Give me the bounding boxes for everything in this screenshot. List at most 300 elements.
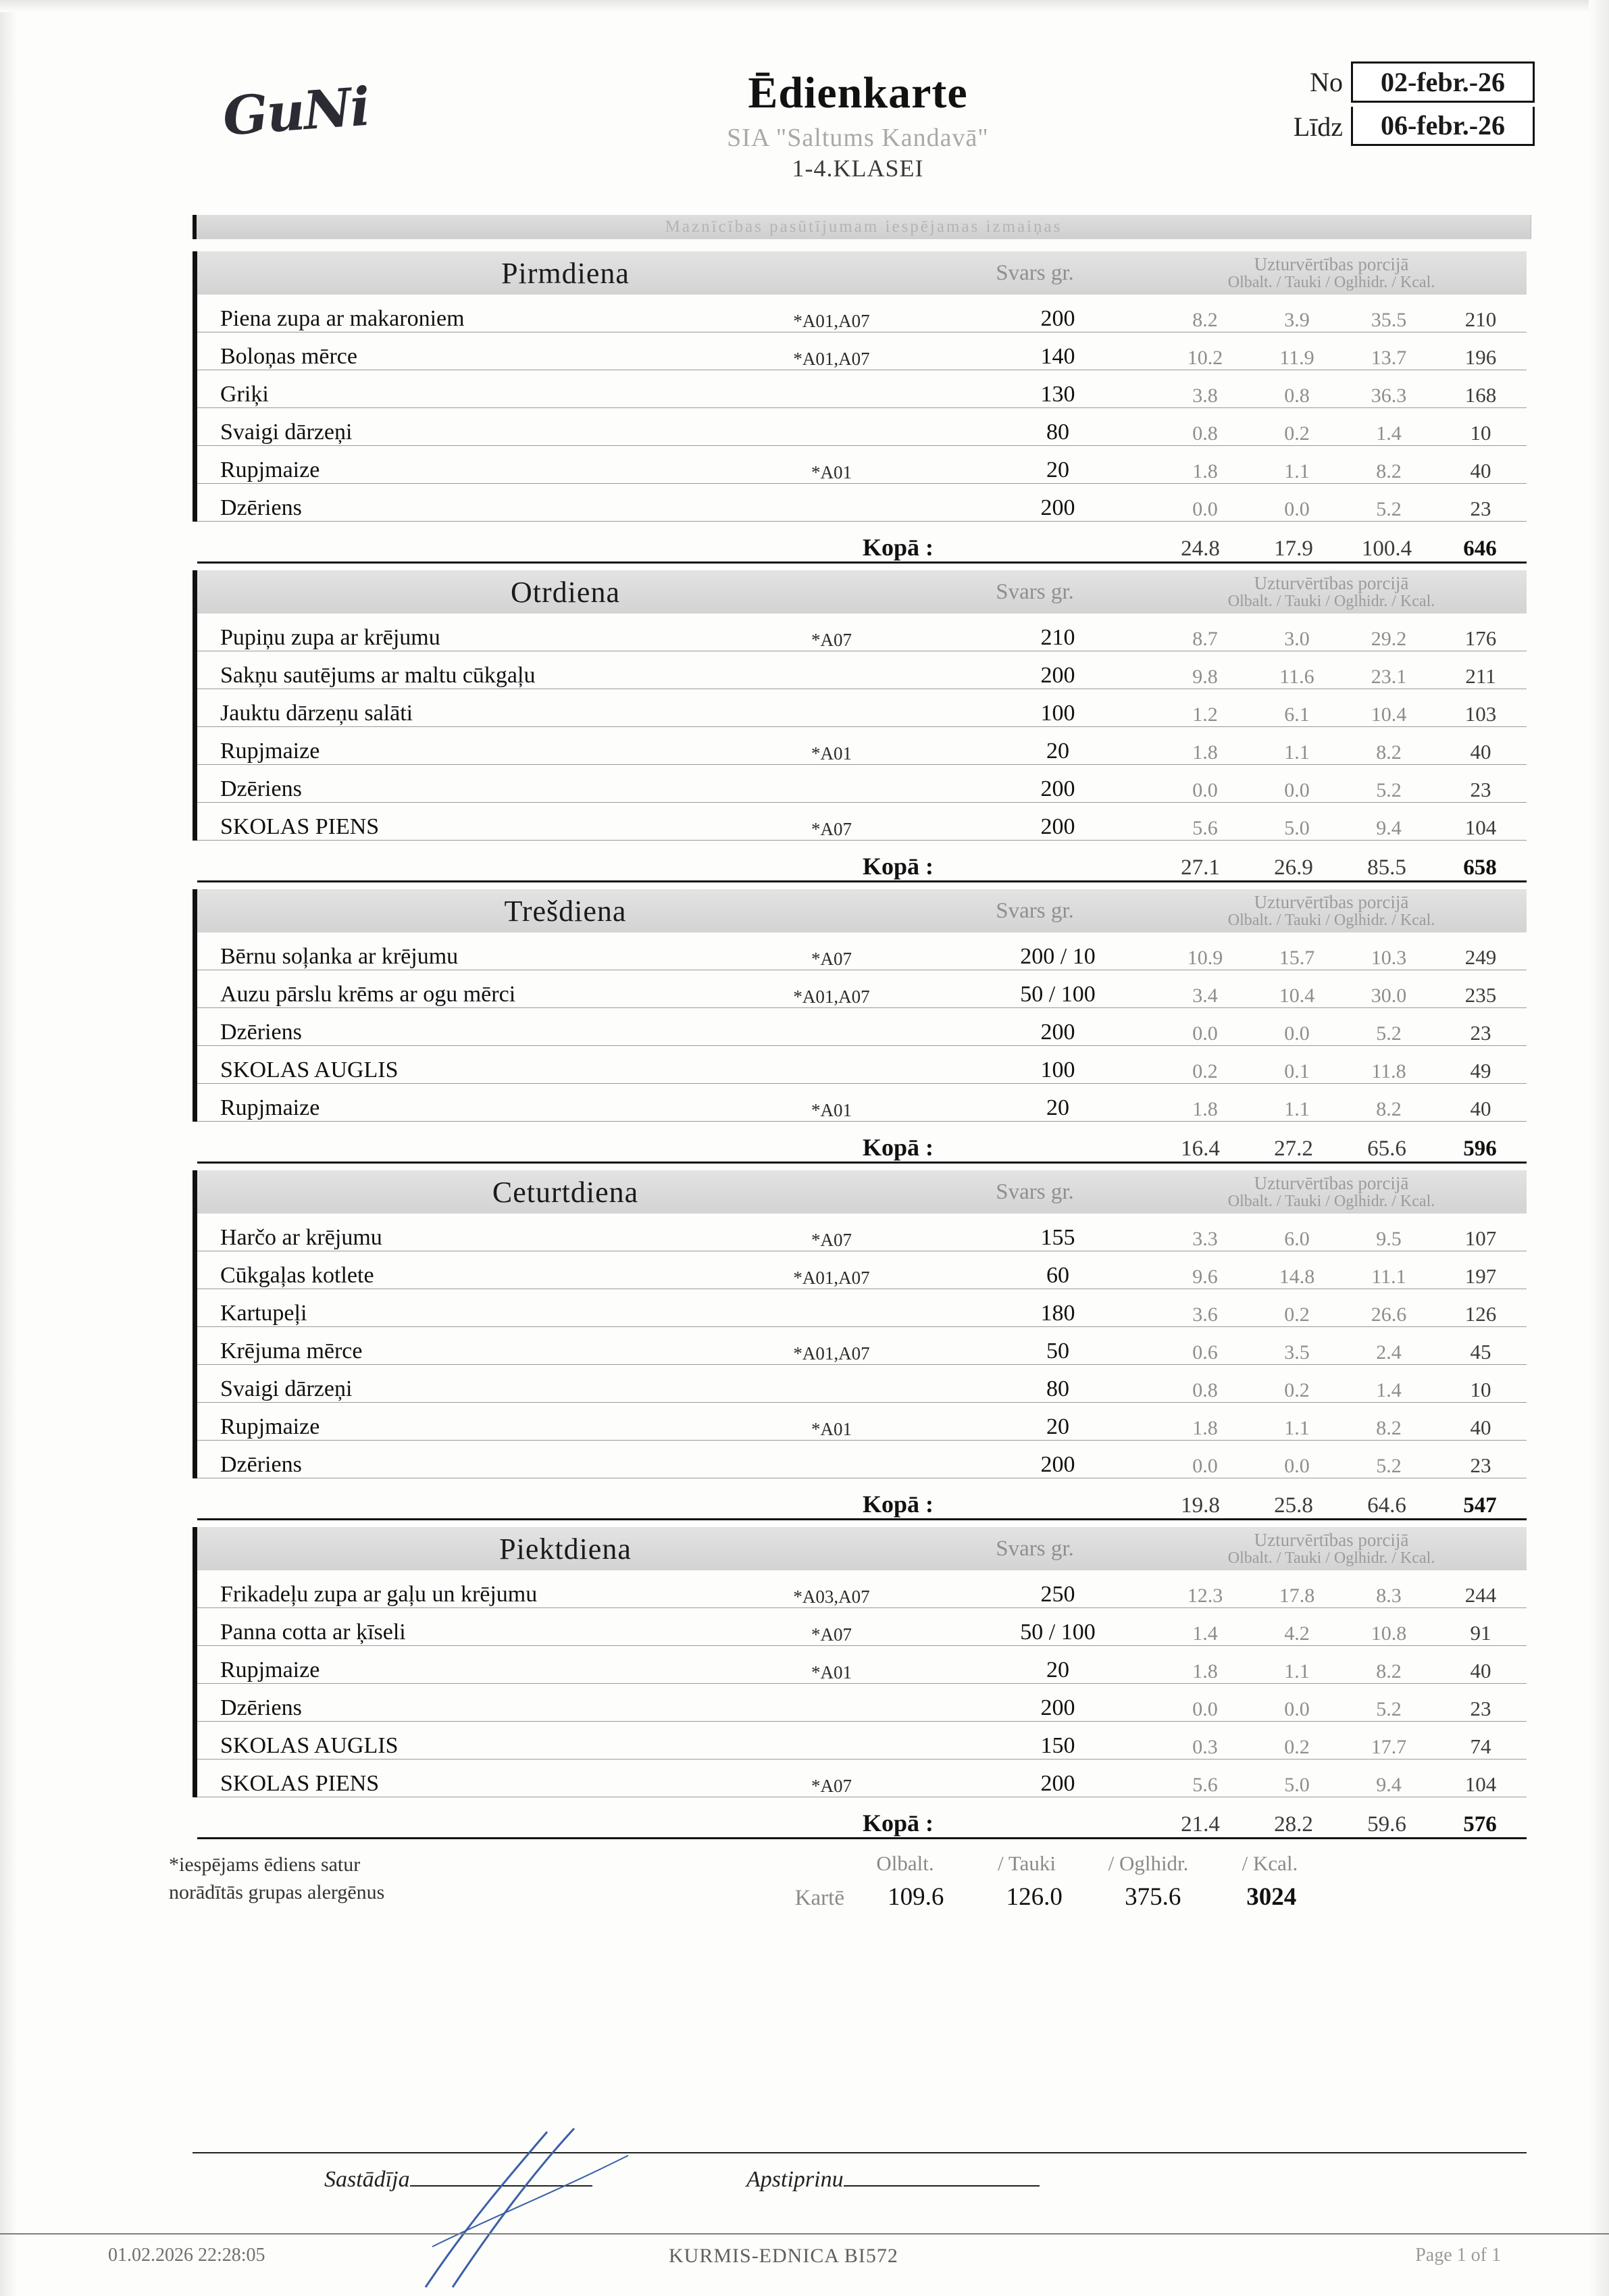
table-row: [197, 1608, 1527, 1646]
allergen-code: *A01,A07: [793, 349, 870, 369]
day-name: Trešdiena: [504, 894, 627, 928]
day-name: Otrdiena: [511, 575, 620, 609]
table-row: [197, 651, 1527, 689]
table-row: [197, 1684, 1527, 1722]
day-total-kcal: 576: [1433, 1812, 1527, 1839]
table-row: [197, 765, 1527, 803]
carb-value: 2.4: [1376, 1341, 1402, 1364]
protein-value: 0.0: [1192, 779, 1218, 801]
dish-name: SKOLAS AUGLIS: [220, 1733, 399, 1758]
nutrition-sub: Olbalt. / Tauki / Oglhidr. / Kcal.: [1227, 911, 1435, 929]
scan-edge-right: [1589, 0, 1609, 2296]
protein-value: 0.6: [1192, 1341, 1218, 1364]
day-header: [193, 1170, 1527, 1214]
fat-value: 0.2: [1284, 1736, 1310, 1758]
kcal-value: 40: [1470, 1416, 1491, 1439]
dish-name: Griķi: [220, 382, 269, 407]
table-row: [197, 1441, 1527, 1478]
protein-value: 0.0: [1192, 1022, 1218, 1045]
portion-weight: 200: [1040, 776, 1075, 801]
signature-approved-label: Apstiprinu: [746, 2167, 844, 2192]
carb-value: 9.4: [1376, 817, 1402, 839]
day-total-carb: 59.6: [1340, 1812, 1433, 1839]
table-row: [197, 1084, 1527, 1122]
day-total-kcal: 547: [1433, 1493, 1527, 1520]
fat-value: 11.6: [1279, 666, 1314, 688]
day-name: Piektdiena: [499, 1532, 632, 1566]
totals-tauki: 126.0: [1006, 1883, 1063, 1911]
carb-value: 8.2: [1376, 1660, 1402, 1682]
portion-weight: 250: [1040, 1582, 1075, 1607]
week-totals-row: [736, 1882, 1331, 1912]
kcal-value: 176: [1464, 626, 1497, 650]
carb-value: 5.2: [1376, 1022, 1402, 1045]
day-total-row: [193, 841, 1527, 882]
day-group: [193, 1170, 1527, 1520]
title-block: [648, 68, 1067, 182]
portion-weight: 100: [1040, 1057, 1075, 1082]
totals-head-tauki: / Tauki: [998, 1851, 1056, 1875]
dish-name: Rupjmaize: [220, 739, 320, 764]
carb-value: 10.4: [1371, 703, 1407, 726]
table-row: [197, 446, 1527, 484]
kcal-value: 126: [1464, 1302, 1497, 1326]
kcal-value: 244: [1464, 1583, 1497, 1607]
portion-weight: 80: [1046, 1376, 1069, 1401]
dish-name: Rupjmaize: [220, 1657, 320, 1682]
table-row: [197, 1403, 1527, 1441]
day-group: [193, 570, 1527, 882]
fat-value: 0.2: [1284, 1379, 1310, 1401]
kcal-value: 211: [1465, 664, 1496, 688]
day-total-protein: 21.4: [1154, 1812, 1247, 1839]
table-row: [197, 1570, 1527, 1608]
day-rows: [193, 295, 1527, 522]
dish-name: Kartupeļi: [220, 1301, 307, 1326]
fat-value: 0.1: [1284, 1060, 1310, 1082]
protein-value: 0.0: [1192, 1455, 1218, 1477]
nutrition-sub: Olbalt. / Tauki / Oglhidr. / Kcal.: [1227, 273, 1435, 291]
nutrition-title: Uzturvērtības porcijā: [1254, 1530, 1409, 1551]
column-header-weight: Svars gr.: [996, 1179, 1074, 1204]
allergen-code: *A03,A07: [793, 1587, 870, 1607]
day-group: [193, 251, 1527, 564]
day-rows: [193, 614, 1527, 841]
allergen-note: [169, 1851, 384, 1906]
fat-value: 5.0: [1284, 1774, 1310, 1796]
day-total-weight-spacer: [951, 561, 1154, 564]
portion-weight: 200 / 10: [1020, 944, 1096, 969]
fat-value: 0.8: [1284, 384, 1310, 407]
table-row: [197, 332, 1527, 370]
column-header-nutrition: [1136, 1174, 1527, 1210]
dish-name: Boloņas mērce: [220, 344, 357, 369]
protein-value: 1.2: [1192, 703, 1218, 726]
table-row: [197, 484, 1527, 522]
kcal-value: 74: [1470, 1735, 1491, 1758]
portion-weight: 20: [1046, 457, 1069, 482]
kcal-value: 235: [1464, 983, 1497, 1007]
dish-name: Dzēriens: [220, 495, 302, 520]
protein-value: 3.8: [1192, 384, 1218, 407]
allergen-code: *A07: [811, 1624, 852, 1645]
fat-value: 5.0: [1284, 817, 1310, 839]
allergen-note-line1: *iespējams ēdiens satur: [169, 1853, 361, 1876]
dish-name: Krējuma mērce: [220, 1339, 363, 1364]
dish-name: Dzēriens: [220, 1452, 302, 1477]
table-row: [197, 1289, 1527, 1327]
dish-name: Auzu pārslu krēms ar ogu mērci: [220, 982, 516, 1007]
allergen-code: *A01: [811, 462, 852, 482]
portion-weight: 200: [1040, 1695, 1075, 1720]
company-subtitle: SIA "Saltums Kandavā": [727, 124, 989, 152]
protein-value: 8.2: [1192, 309, 1218, 331]
protein-value: 1.8: [1192, 1098, 1218, 1120]
fat-value: 0.2: [1284, 1303, 1310, 1326]
kcal-value: 196: [1464, 345, 1497, 369]
day-group: [193, 1527, 1527, 1839]
carb-value: 17.7: [1371, 1736, 1407, 1758]
day-total-carb: 65.6: [1340, 1137, 1433, 1164]
week-totals-head: [736, 1851, 1331, 1876]
totals-head-kcal: / Kcal.: [1242, 1851, 1298, 1875]
kcal-value: 104: [1464, 1772, 1497, 1796]
table-row: [197, 689, 1527, 727]
day-total-protein: 16.4: [1154, 1137, 1247, 1164]
day-name: Ceturtdiena: [492, 1175, 639, 1209]
kcal-value: 23: [1470, 497, 1491, 520]
scan-edge-left: [0, 0, 18, 2296]
table-row: [197, 614, 1527, 651]
kcal-value: 40: [1470, 1659, 1491, 1682]
kcal-value: 197: [1464, 1264, 1497, 1288]
allergen-code: *A07: [811, 1230, 852, 1250]
table-row: [197, 727, 1527, 765]
date-from-row: [1244, 59, 1535, 104]
table-row: [197, 1365, 1527, 1403]
portion-weight: 200: [1040, 306, 1075, 331]
day-total-label: Kopā :: [197, 1133, 951, 1164]
carb-value: 1.4: [1376, 422, 1402, 445]
protein-value: 3.3: [1192, 1228, 1218, 1250]
day-total-row: [193, 522, 1527, 564]
menu-table: [193, 251, 1527, 1846]
protein-value: 1.8: [1192, 741, 1218, 764]
dish-name: Piena zupa ar makaroniem: [220, 306, 465, 331]
fat-value: 14.8: [1279, 1266, 1315, 1288]
carb-value: 10.3: [1371, 947, 1407, 969]
day-total-fat: 25.8: [1247, 1493, 1340, 1520]
kcal-value: 40: [1470, 740, 1491, 764]
portion-weight: 50: [1046, 1339, 1069, 1364]
fat-value: 0.0: [1284, 1022, 1310, 1045]
day-total-weight-spacer: [951, 1837, 1154, 1839]
protein-value: 9.6: [1192, 1266, 1218, 1288]
protein-value: 5.6: [1192, 1774, 1218, 1796]
day-total-kcal: 596: [1433, 1137, 1527, 1164]
portion-weight: 200: [1040, 1452, 1075, 1477]
kcal-value: 210: [1464, 307, 1497, 331]
dish-name: SKOLAS PIENS: [220, 1771, 380, 1796]
fat-value: 1.1: [1284, 1660, 1310, 1682]
fat-value: 6.1: [1284, 703, 1310, 726]
week-totals: [736, 1851, 1331, 1912]
fat-value: 15.7: [1279, 947, 1315, 969]
portion-weight: 50 / 100: [1020, 982, 1096, 1007]
dish-name: Pupiņu zupa ar krējumu: [220, 625, 440, 650]
carb-value: 30.0: [1371, 984, 1407, 1007]
table-row: [197, 803, 1527, 841]
protein-value: 3.4: [1192, 984, 1218, 1007]
portion-weight: 20: [1046, 1095, 1069, 1120]
fat-value: 0.0: [1284, 779, 1310, 801]
table-row: [197, 1046, 1527, 1084]
protein-value: 0.8: [1192, 422, 1218, 445]
protein-value: 1.8: [1192, 1660, 1218, 1682]
column-header-weight: Svars gr.: [996, 898, 1074, 923]
carb-value: 5.2: [1376, 1698, 1402, 1720]
dish-name: Dzēriens: [220, 1695, 302, 1720]
table-row: [197, 1251, 1527, 1289]
portion-weight: 200: [1040, 663, 1075, 688]
kcal-value: 91: [1470, 1621, 1491, 1645]
kcal-value: 23: [1470, 1697, 1491, 1720]
protein-value: 3.6: [1192, 1303, 1218, 1326]
table-row: [197, 295, 1527, 332]
company-logo: GuNi: [221, 76, 372, 148]
portion-weight: 80: [1046, 420, 1069, 445]
protein-value: 0.3: [1192, 1736, 1218, 1758]
portion-weight: 130: [1040, 382, 1075, 407]
day-total-carb: 100.4: [1340, 536, 1433, 564]
carb-value: 10.8: [1371, 1622, 1407, 1645]
protein-value: 1.8: [1192, 460, 1218, 482]
table-row: [197, 370, 1527, 408]
signature-prepared-label: Sastādīja: [324, 2167, 410, 2192]
column-header-nutrition: [1136, 1530, 1527, 1567]
dish-name: Rupjmaize: [220, 1095, 320, 1120]
portion-weight: 210: [1040, 625, 1075, 650]
fat-value: 10.4: [1279, 984, 1315, 1007]
page-title: Ēdienkarte: [748, 68, 968, 118]
day-header: [193, 251, 1527, 295]
protein-value: 10.2: [1187, 347, 1223, 369]
carb-value: 9.5: [1376, 1228, 1402, 1250]
nutrition-sub: Olbalt. / Tauki / Oglhidr. / Kcal.: [1227, 1192, 1435, 1210]
table-row: [197, 1646, 1527, 1684]
nutrition-sub: Olbalt. / Tauki / Oglhidr. / Kcal.: [1227, 592, 1435, 610]
day-total-label: Kopā :: [197, 1490, 951, 1520]
kcal-value: 23: [1470, 1021, 1491, 1045]
portion-weight: 20: [1046, 1414, 1069, 1439]
totals-karte-label: Kartē: [794, 1886, 844, 1910]
day-total-label: Kopā :: [197, 1809, 951, 1839]
day-total-kcal: 646: [1433, 536, 1527, 564]
column-header-weight: Svars gr.: [996, 260, 1074, 285]
portion-weight: 200: [1040, 1020, 1075, 1045]
fat-value: 3.5: [1284, 1341, 1310, 1364]
nutrition-title: Uzturvērtības porcijā: [1254, 1173, 1409, 1194]
table-row: [197, 970, 1527, 1008]
day-total-row: [193, 1122, 1527, 1164]
protein-value: 0.0: [1192, 1698, 1218, 1720]
carb-value: 23.1: [1371, 666, 1407, 688]
column-header-nutrition: [1136, 893, 1527, 929]
portion-weight: 200: [1040, 814, 1075, 839]
table-row: [197, 1722, 1527, 1760]
table-row: [197, 1327, 1527, 1365]
fat-value: 3.0: [1284, 628, 1310, 650]
date-to-row: [1244, 104, 1535, 149]
kcal-value: 45: [1470, 1340, 1491, 1364]
carb-value: 5.2: [1376, 498, 1402, 520]
carb-value: 8.2: [1376, 1417, 1402, 1439]
date-to-label: Līdz: [1293, 111, 1343, 142]
carb-value: 9.4: [1376, 1774, 1402, 1796]
date-to-value: 06-febr.-26: [1351, 107, 1535, 146]
fat-value: 1.1: [1284, 1098, 1310, 1120]
carb-value: 8.2: [1376, 741, 1402, 764]
signature-prepared: [324, 2162, 592, 2193]
portion-weight: 150: [1040, 1733, 1075, 1758]
portion-weight: 50 / 100: [1020, 1620, 1096, 1645]
fat-value: 17.8: [1279, 1584, 1315, 1607]
protein-value: 0.8: [1192, 1379, 1218, 1401]
dish-name: Sakņu sautējums ar maltu cūkgaļu: [220, 663, 536, 688]
signature-prepared-line: [410, 2162, 592, 2187]
day-total-label: Kopā :: [197, 852, 951, 882]
date-from-label: No: [1310, 66, 1343, 97]
class-line: 1-4.KLASEI: [792, 155, 924, 182]
date-range: [1244, 59, 1535, 149]
protein-value: 1.8: [1192, 1417, 1218, 1439]
allergen-code: *A01,A07: [793, 311, 870, 331]
fat-value: 0.0: [1284, 1455, 1310, 1477]
carb-value: 8.3: [1376, 1584, 1402, 1607]
day-total-protein: 24.8: [1154, 536, 1247, 564]
program-name: KURMIS-EDNICA BI572: [669, 2245, 898, 2267]
table-row: [197, 932, 1527, 970]
column-header-nutrition: [1136, 255, 1527, 291]
day-total-fat: 28.2: [1247, 1812, 1340, 1839]
day-total-label: Kopā :: [197, 533, 951, 564]
allergen-code: *A01,A07: [793, 987, 870, 1007]
totals-ogl: 375.6: [1125, 1883, 1181, 1911]
nutrition-title: Uzturvērtības porcijā: [1254, 892, 1409, 913]
dish-name: Rupjmaize: [220, 1414, 320, 1439]
allergen-code: *A01,A07: [793, 1343, 870, 1364]
carb-value: 36.3: [1371, 384, 1407, 407]
kcal-value: 104: [1464, 816, 1497, 839]
allergen-code: *A07: [811, 949, 852, 969]
kcal-value: 40: [1470, 459, 1491, 482]
day-total-weight-spacer: [951, 1162, 1154, 1164]
nutrition-title: Uzturvērtības porcijā: [1254, 573, 1409, 594]
protein-value: 5.6: [1192, 817, 1218, 839]
protein-value: 10.9: [1187, 947, 1223, 969]
table-row: [197, 1760, 1527, 1797]
day-total-weight-spacer: [951, 880, 1154, 882]
portion-weight: 60: [1046, 1263, 1069, 1288]
portion-weight: 200: [1040, 495, 1075, 520]
kcal-value: 23: [1470, 778, 1491, 801]
table-row: [197, 408, 1527, 446]
dish-name: Jauktu dārzeņu salāti: [220, 701, 413, 726]
carb-value: 8.2: [1376, 1098, 1402, 1120]
carb-value: 5.2: [1376, 779, 1402, 801]
totals-kcal: 3024: [1246, 1883, 1297, 1911]
protein-value: 8.7: [1192, 628, 1218, 650]
fat-value: 1.1: [1284, 741, 1310, 764]
allergen-code: *A07: [811, 1776, 852, 1796]
dish-name: Svaigi dārzeņi: [220, 1376, 353, 1401]
allergen-code: *A01: [811, 743, 852, 764]
date-from-value: 02-febr.-26: [1351, 61, 1535, 103]
protein-value: 1.4: [1192, 1622, 1218, 1645]
day-name: Pirmdiena: [501, 256, 630, 290]
allergen-code: *A01: [811, 1662, 852, 1682]
print-timestamp: 01.02.2026 22:28:05: [108, 2245, 265, 2266]
day-total-protein: 27.1: [1154, 855, 1247, 882]
day-total-fat: 26.9: [1247, 855, 1340, 882]
carb-value: 13.7: [1371, 347, 1407, 369]
kcal-value: 10: [1470, 421, 1491, 445]
day-total-fat: 27.2: [1247, 1137, 1340, 1164]
kcal-value: 168: [1464, 383, 1497, 407]
carb-value: 11.8: [1371, 1060, 1406, 1082]
fat-value: 0.2: [1284, 422, 1310, 445]
day-total-kcal: 658: [1433, 855, 1527, 882]
portion-weight: 20: [1046, 739, 1069, 764]
page-number: Page 1 of 1: [1415, 2245, 1501, 2266]
dish-name: Dzēriens: [220, 1020, 302, 1045]
allergen-code: *A01: [811, 1100, 852, 1120]
dish-name: Bērnu soļanka ar krējumu: [220, 944, 459, 969]
protein-value: 12.3: [1187, 1584, 1223, 1607]
allergen-note-line2: norādītās grupas alergēnus: [169, 1880, 385, 1903]
day-total-fat: 17.9: [1247, 536, 1340, 564]
day-total-protein: 19.8: [1154, 1493, 1247, 1520]
day-rows: [193, 1570, 1527, 1797]
day-header: [193, 1527, 1527, 1570]
kcal-value: 107: [1464, 1226, 1497, 1250]
totals-head-spacer: [736, 1851, 844, 1876]
column-header-nutrition: [1136, 574, 1527, 610]
day-total-carb: 85.5: [1340, 855, 1433, 882]
dish-name: Harčo ar krējumu: [220, 1225, 382, 1250]
day-header: [193, 570, 1527, 614]
dish-name: SKOLAS AUGLIS: [220, 1057, 399, 1082]
fat-value: 0.0: [1284, 498, 1310, 520]
kcal-value: 23: [1470, 1453, 1491, 1477]
carb-value: 1.4: [1376, 1379, 1402, 1401]
kcal-value: 10: [1470, 1378, 1491, 1401]
signature-approved-line: [844, 2162, 1040, 2187]
protein-value: 0.2: [1192, 1060, 1218, 1082]
portion-weight: 180: [1040, 1301, 1075, 1326]
dish-name: Frikadeļu zupa ar gaļu un krējumu: [220, 1582, 538, 1607]
portion-weight: 200: [1040, 1771, 1075, 1796]
allergen-code: *A07: [811, 630, 852, 650]
carb-value: 29.2: [1371, 628, 1407, 650]
protein-value: 9.8: [1192, 666, 1218, 688]
day-rows: [193, 932, 1527, 1122]
scan-edge-top: [0, 0, 1609, 12]
carb-value: 11.1: [1371, 1266, 1406, 1288]
dish-name: Cūkgaļas kotlete: [220, 1263, 374, 1288]
carb-value: 8.2: [1376, 460, 1402, 482]
portion-weight: 20: [1046, 1657, 1069, 1682]
